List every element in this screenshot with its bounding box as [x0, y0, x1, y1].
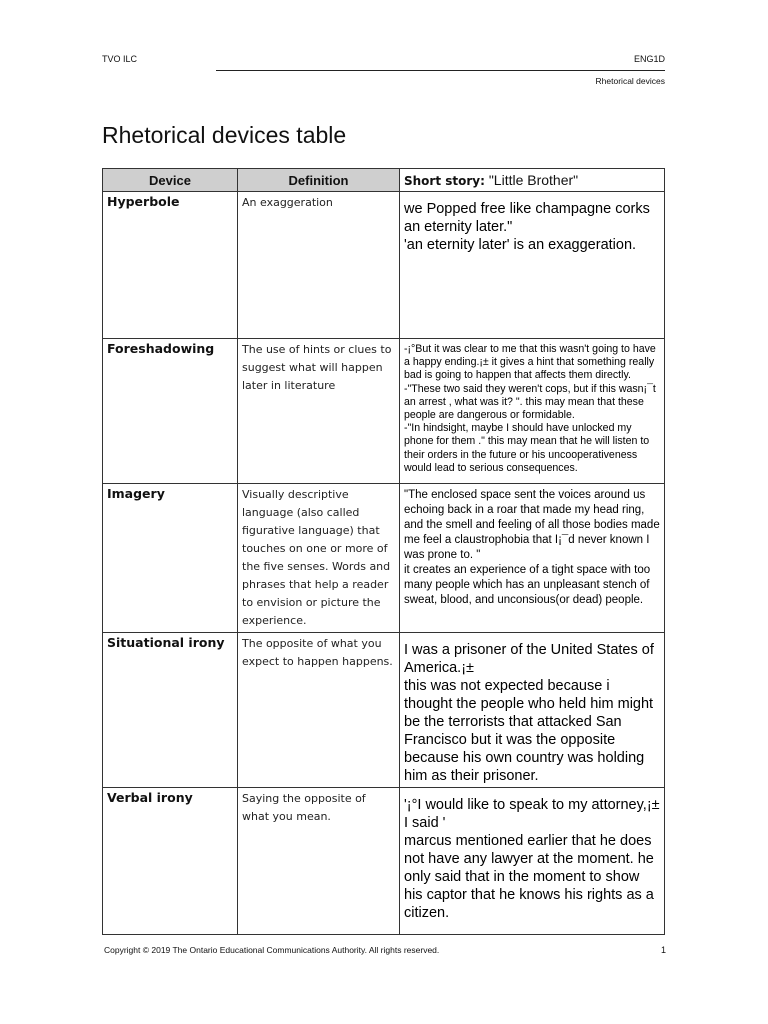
device-name: Imagery [103, 484, 238, 633]
column-header-short-story [400, 169, 665, 192]
header-divider [216, 70, 665, 71]
short-story-title: "Little Brother" [488, 172, 579, 188]
rhetorical-devices-table [102, 168, 665, 935]
device-name: Situational irony [103, 633, 238, 788]
copyright-notice: Copyright © 2019 The Ontario Educational Communications Authority. All rights reserved. [104, 945, 440, 955]
device-definition: Saying the opposite of what you mean. [238, 788, 400, 935]
column-header-definition: Definition [238, 169, 400, 192]
table-row [103, 192, 665, 339]
table-row [103, 633, 665, 788]
device-definition: An exaggeration [238, 192, 400, 339]
device-name: Hyperbole [103, 192, 238, 339]
short-story-label: Short story: [404, 174, 485, 188]
story-example [400, 633, 665, 788]
story-example-text: I was a prisoner of the United States of America.¡± this was not expected because i thought the people who held him might be the terrorists that attacked San Francisco but it was the opposite because his own country was holding him as their prisoner. [404, 642, 654, 784]
story-example [400, 192, 665, 339]
device-definition: The opposite of what you expect to happen happens. [238, 633, 400, 788]
story-example [400, 484, 665, 633]
table-row [103, 788, 665, 935]
page-number: 1 [660, 945, 666, 955]
story-example [400, 339, 665, 484]
device-name: Foreshadowing [103, 339, 238, 484]
story-example-text: -¡°But it was clear to me that this wasn't going to have a happy ending.¡± it gives a hint that something really bad is going to happen that affects them directly. -"These two said they weren't cops, but if this wasn¡¯t an arrest , what was it? ". this may mean that these people are dangerous or formidable. -"In hindsight, maybe I should have unlocked my phone for them ." this may mean that he will listen to their orders in the future or his uncooperativeness would lead to serious consequences. [404, 343, 656, 474]
header-course-code: ENG1D [633, 54, 665, 64]
device-definition: The use of hints or clues to suggest what will happen later in literature [238, 339, 400, 484]
story-example [400, 788, 665, 935]
table-header-row [103, 169, 665, 192]
header-subtitle: Rhetorical devices [595, 76, 665, 86]
device-name: Verbal irony [103, 788, 238, 935]
page-title: Rhetorical devices table [102, 122, 347, 148]
column-header-device: Device [103, 169, 238, 192]
story-example-text: we Popped free like champagne corks an eternity later." 'an eternity later' is an exaggeration. [404, 201, 650, 253]
story-example-text: '¡°I would like to speak to my attorney,¡± I said ' marcus mentioned earlier that he does not have any lawyer at the moment. he only said that in the moment to show his captor that he knows his rights as a citizen. [404, 797, 660, 921]
story-example-text: "The enclosed space sent the voices around us echoing back in a roar that made my head ring, and the smell and feeling of all those bodies made me feel a claustrophobia that I¡¯d never known I was prone to. " it creates an experience of a tight space with too many people which has an unpleasant stench of sweat, blood, and unconsious(or dead) people. [404, 489, 660, 606]
table-row [103, 484, 665, 633]
device-definition: Visually descriptive language (also called figurative language) that touches on one or more of the five senses. Words and phrases that help a reader to envision or picture the experience. [238, 484, 400, 633]
header-course-provider: TVO ILC [102, 54, 138, 64]
table-row [103, 339, 665, 484]
